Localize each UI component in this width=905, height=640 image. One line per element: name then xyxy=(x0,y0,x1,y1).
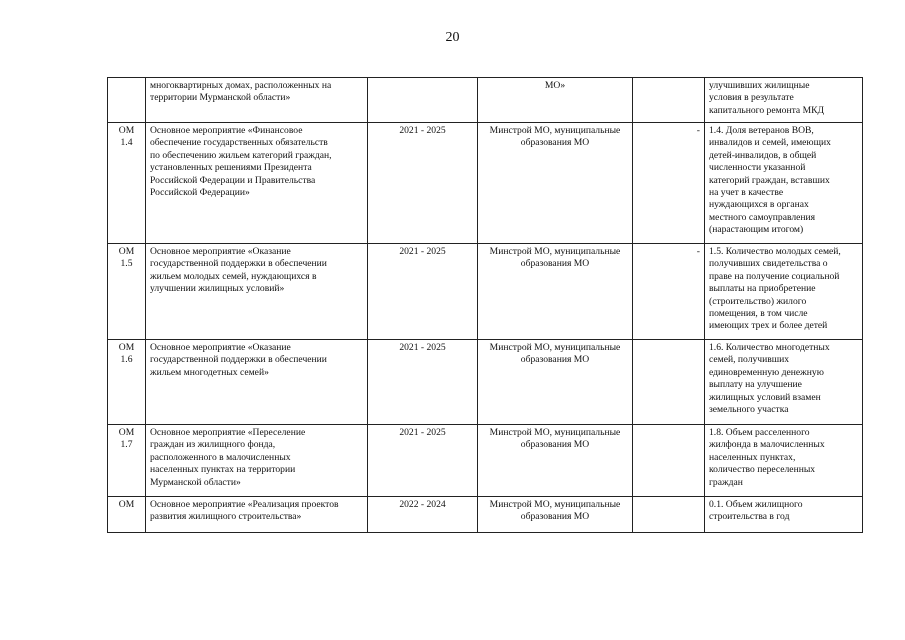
table-row xyxy=(108,340,863,425)
row-funding: - xyxy=(633,123,705,244)
row-executor: Минстрой МО, муниципальные образования МО xyxy=(478,340,633,425)
row-code: ОМ 1.7 xyxy=(108,425,146,497)
row-code: ОМ 1.6 xyxy=(108,340,146,425)
row-code xyxy=(108,78,146,123)
row-executor: Минстрой МО, муниципальные образования МО xyxy=(478,425,633,497)
row-name: Основное мероприятие «Оказание государственной поддержки в обеспечении жильем многодетных семей» xyxy=(146,340,368,425)
table-row xyxy=(108,497,863,533)
row-name: Основное мероприятие «Переселение граждан из жилищного фонда, расположенного в малочисленных населенных пунктах на территории Мурманской области» xyxy=(146,425,368,497)
row-period: 2021 - 2025 xyxy=(368,123,478,244)
row-period: 2022 - 2024 xyxy=(368,497,478,533)
table-row xyxy=(108,425,863,497)
row-name: Основное мероприятие «Финансовое обеспечение государственных обязательств по обеспечению жильем категорий граждан, установленных решениями Президента Российской Федерации и Правительства Российской Федерации» xyxy=(146,123,368,244)
row-name: Основное мероприятие «Реализация проектов развития жилищного строительства» xyxy=(146,497,368,533)
row-indicator: 1.6. Количество многодетных семей, получивших единовременную денежную выплату на улучшение жилищных условий взамен земельного участка xyxy=(705,340,863,425)
row-indicator: 0.1. Объем жилищного строительства в год xyxy=(705,497,863,533)
row-funding xyxy=(633,497,705,533)
table-row xyxy=(108,78,863,123)
program-table xyxy=(107,77,863,533)
table-row xyxy=(108,244,863,340)
row-code: ОМ 1.4 xyxy=(108,123,146,244)
row-indicator: 1.4. Доля ветеранов ВОВ, инвалидов и семей, имеющих детей-инвалидов, в общей численности указанной категорий граждан, вставших на учет в качестве нуждающихся в органах местного самоуправления (нарастающим итогом) xyxy=(705,123,863,244)
row-period: 2021 - 2025 xyxy=(368,425,478,497)
table-row xyxy=(108,123,863,244)
row-executor: Минстрой МО, муниципальные образования МО xyxy=(478,123,633,244)
page-number: 20 xyxy=(445,30,460,45)
row-indicator: улучшивших жилищные условия в результате капитального ремонта МКД xyxy=(705,78,863,123)
row-executor: МО» xyxy=(478,78,633,123)
row-executor: Минстрой МО, муниципальные образования МО xyxy=(478,244,633,340)
row-code: ОМ xyxy=(108,497,146,533)
row-code: ОМ 1.5 xyxy=(108,244,146,340)
row-funding xyxy=(633,340,705,425)
row-period: 2021 - 2025 xyxy=(368,244,478,340)
row-name: многоквартирных домах, расположенных на территории Мурманской области» xyxy=(146,78,368,123)
row-funding xyxy=(633,78,705,123)
row-indicator: 1.8. Объем расселенного жилфонда в малочисленных населенных пунктах, количество переселенных граждан xyxy=(705,425,863,497)
row-funding: - xyxy=(633,244,705,340)
row-period: 2021 - 2025 xyxy=(368,340,478,425)
row-name: Основное мероприятие «Оказание государственной поддержки в обеспечении жильем молодых семей, нуждающихся в улучшении жилищных условий» xyxy=(146,244,368,340)
row-indicator: 1.5. Количество молодых семей, получивших свидетельства о праве на получение социальной выплаты на приобретение (строительство) жилого помещения, в том числе имеющих трех и более детей xyxy=(705,244,863,340)
row-funding xyxy=(633,425,705,497)
row-period xyxy=(368,78,478,123)
row-executor: Минстрой МО, муниципальные образования МО xyxy=(478,497,633,533)
